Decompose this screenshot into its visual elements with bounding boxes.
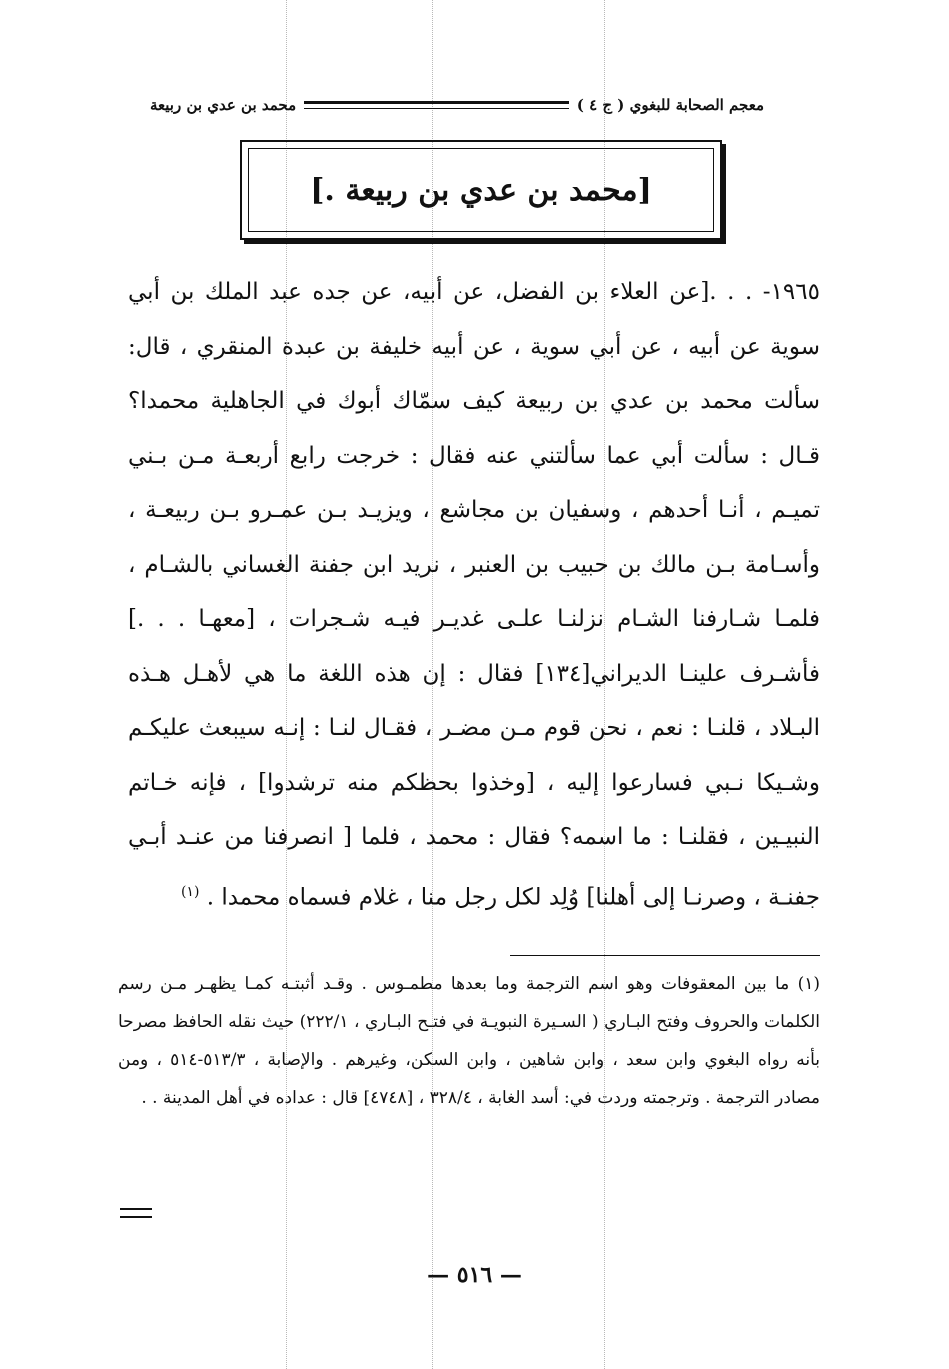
page-number: — ٥١٦ — (427, 1262, 522, 1288)
footnote (118, 965, 820, 1117)
body-paragraph (128, 265, 820, 925)
body-text: ١٩٦٥- . . .[عن العلاء بن الفضل، عن أبيه، عن جده عبد الملك بن أبي سوية عن أبيه ، عن أبي سوية ، عن أبيه خليفة بن عبدة المنقري ، قال: سألت محمد بن عدي بن ربيعة كيف سمّاك أبوك في الجاهلية محمدا؟ قـال : سألت أبي عما سألتني عنه فقال : خرجت رابع أربعـة مـن بـني تميـم ، أنـا أحدهم ، وسفيان بن مجاشع ، ويزيـد بـن عمـرو بـن ربيعـة ، وأسـامة بـن مالك بن حبيب بن العنبر ، نريد ابن جفنة الغساني بالشـام ، فلمـا شـارفنا الشـام نزلنـا علـى غديـر فيـه شـجرات ، [معهـا . . .] فأشـرف علينـا الديراني[١٣٤] فقال : إن هذه اللغة ما هي لأهـل هـذه البـلاد ، قلنـا : نعم ، نحن قوم مـن مضـر ، فقـال لنـا : إنـه سيبعث عليكـم وشـيكا نـبي فسارعوا إليه ، [وخذوا بحظكم منه ترشدوا] ، فإنه خـاتم النبيـين ، فقلنـا : ما اسمه؟ فقال : محمد ، فلما [ انصرفنا من عنـد أبـي جفنـة ، وصرنـا إلى أهلنا] وُلِد لكل رجل منا ، غلام فسماه محمدا . (128, 279, 820, 911)
running-header (150, 92, 764, 118)
header-rule (304, 101, 569, 109)
header-book-title: معجم الصحابة للبغوي ( ج ٤ ) (576, 96, 764, 114)
footnote-text: (١) ما بين المعقوفات وهو اسم الترجمة وما بعدها مطمـوس . وقـد أثبتـه كمـا يظهـر مـن رسم الكلمات والحروف وفتح البـاري ( السـيرة النبويـة في فتـح البـاري ، ٢٢٢/١) حيث نقله الحافظ مصرحا بأنه رواه البغوي وابن سعد ، وابن شاهين ، وابن السكن، وغيرهم . والإصابة ، ٥١٣/٣-٥١٤ ، ومن مصادر الترجمة . وترجمته وردت في: أسد الغابة ، ٣٢٨/٤ ، [٤٧٤٨] قال : عداده في أهل المدينة . . (118, 974, 821, 1108)
footnote-marker: (١) (180, 883, 200, 900)
header-entry-name: محمد بن عدي بن ربيعة (150, 96, 297, 114)
entry-title: [محمد بن عدي بن ربيعة .] (310, 172, 652, 208)
footnote-separator (510, 955, 820, 956)
entry-title-box (240, 140, 722, 240)
end-mark (120, 1208, 152, 1218)
entry-body (128, 265, 820, 925)
